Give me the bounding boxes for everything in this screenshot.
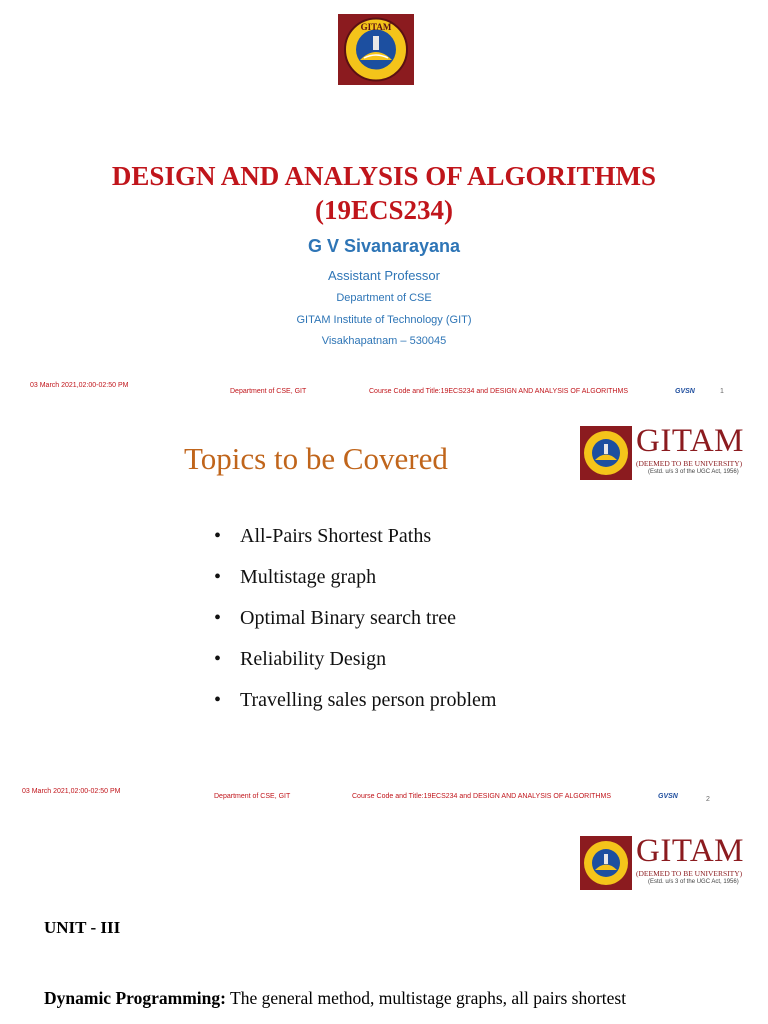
topic-text: Multistage graph bbox=[240, 566, 377, 588]
gitam-wordmark: GITAM bbox=[636, 423, 745, 459]
slide-2 bbox=[0, 410, 768, 820]
topic-text: Reliability Design bbox=[240, 648, 387, 670]
list-item bbox=[212, 564, 496, 605]
slide-3 bbox=[0, 820, 768, 1024]
gitam-banner-logo bbox=[580, 423, 762, 480]
gitam-established: (Estd. u/s 3 of the UGC Act, 1956) bbox=[648, 469, 739, 475]
slide-1 bbox=[0, 0, 768, 410]
gitam-seal-icon bbox=[580, 836, 632, 890]
dynamic-programming-paragraph bbox=[44, 983, 734, 1013]
topic-text: Optimal Binary search tree bbox=[240, 607, 457, 629]
course-title-line2: (19ECS234) bbox=[314, 195, 453, 225]
gitam-tagline: (DEEMED TO BE UNIVERSITY) bbox=[636, 869, 743, 878]
footer-initials: GVSN bbox=[658, 793, 678, 800]
footer-department: Department of CSE, GIT bbox=[230, 388, 307, 395]
gitam-seal-icon bbox=[580, 426, 632, 480]
department: Department of CSE bbox=[336, 292, 432, 304]
gitam-banner-logo bbox=[580, 833, 762, 890]
list-item bbox=[212, 523, 496, 564]
topics-title: Topics to be Covered bbox=[184, 441, 448, 476]
bullet-icon: • bbox=[214, 566, 222, 588]
course-title-line1: DESIGN AND ANALYSIS OF ALGORITHMS bbox=[111, 161, 657, 191]
topic-text: All-Pairs Shortest Paths bbox=[240, 525, 432, 547]
author-designation: Assistant Professor bbox=[328, 268, 440, 283]
gitam-seal-logo bbox=[338, 14, 414, 85]
bullet-icon: • bbox=[214, 648, 222, 670]
topics-list bbox=[212, 523, 496, 728]
list-item bbox=[212, 646, 496, 687]
footer-course: Course Code and Title:19ECS234 and DESIGN AND ANALYSIS OF ALGORITHMS bbox=[352, 793, 611, 800]
institute: GITAM Institute of Technology (GIT) bbox=[296, 314, 472, 326]
bullet-icon: • bbox=[214, 607, 222, 629]
footer-page-number: 2 bbox=[706, 796, 710, 803]
footer-date: 03 March 2021,02:00-02:50 PM bbox=[30, 382, 129, 389]
bullet-icon: • bbox=[214, 525, 222, 547]
bullet-icon: • bbox=[214, 689, 222, 711]
footer-page-number: 1 bbox=[720, 388, 724, 395]
footer-date: 03 March 2021,02:00-02:50 PM bbox=[22, 788, 121, 795]
location: Visakhapatnam – 530045 bbox=[321, 335, 447, 347]
footer-department: Department of CSE, GIT bbox=[214, 793, 291, 800]
list-item bbox=[212, 687, 496, 728]
gitam-wordmark: GITAM bbox=[636, 833, 745, 869]
gitam-tagline: (DEEMED TO BE UNIVERSITY) bbox=[636, 459, 743, 468]
gitam-established: (Estd. u/s 3 of the UGC Act, 1956) bbox=[648, 879, 739, 885]
footer-initials: GVSN bbox=[675, 388, 695, 395]
footer-course: Course Code and Title:19ECS234 and DESIGN AND ANALYSIS OF ALGORITHMS bbox=[369, 388, 628, 395]
author-name: G V Sivanarayana bbox=[307, 236, 461, 256]
topic-text: Travelling sales person problem bbox=[240, 689, 497, 711]
unit-heading: UNIT - III bbox=[44, 918, 121, 937]
dp-label: Dynamic Programming: bbox=[44, 988, 226, 1008]
dp-text: The general method, multistage graphs, all pairs shortest bbox=[230, 988, 627, 1008]
list-item bbox=[212, 605, 496, 646]
seal-text: GITAM bbox=[360, 22, 392, 32]
